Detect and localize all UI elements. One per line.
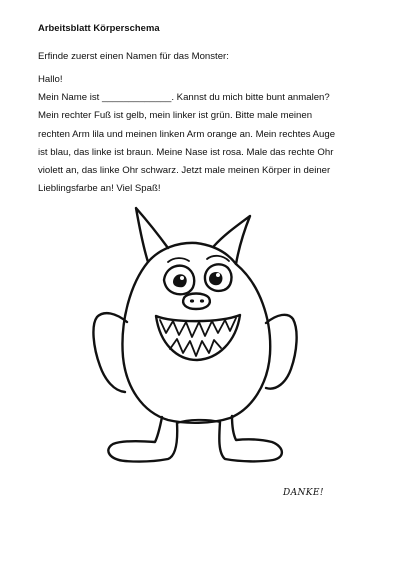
monster-drawing: [80, 202, 300, 477]
letter-line-arms: rechten Arm lila und meinen linken Arm orange an. Mein rechtes Auge: [38, 128, 336, 140]
monster-body: [122, 243, 270, 423]
monster-right-eye: [205, 256, 232, 291]
monster-left-ear: [136, 208, 168, 262]
monster-right-leg: [219, 416, 282, 461]
letter-line-feet: Mein rechter Fuß ist gelb, mein linker ist grün. Bitte male meinen: [38, 110, 313, 122]
monster-left-leg: [108, 417, 177, 462]
thank-you-signoff: DANKE!: [283, 488, 324, 498]
worksheet-title: Arbeitsblatt Körperschema: [38, 22, 160, 33]
monster-left-eye: [164, 258, 194, 294]
letter-line-greeting: Hallo!: [38, 74, 63, 85]
letter-line-eyes-nose: ist blau, das linke ist braun. Meine Nase ist rosa. Male das rechte Ohr: [38, 146, 334, 158]
name-instruction: Erfinde zuerst einen Namen für das Monster:: [38, 51, 229, 62]
monster-letter: [38, 71, 373, 198]
letter-line-ears: violett an, das linke Ohr schwarz. Jetzt male meinen Körper in deiner: [38, 165, 331, 177]
monster-nose: [183, 294, 210, 310]
letter-line-name: Mein Name ist _____________. Kannst du mich bitte bunt anmalen?: [38, 92, 330, 104]
letter-line-body: Lieblingsfarbe an! Viel Spaß!: [38, 183, 161, 195]
monster-mouth: [156, 315, 240, 360]
